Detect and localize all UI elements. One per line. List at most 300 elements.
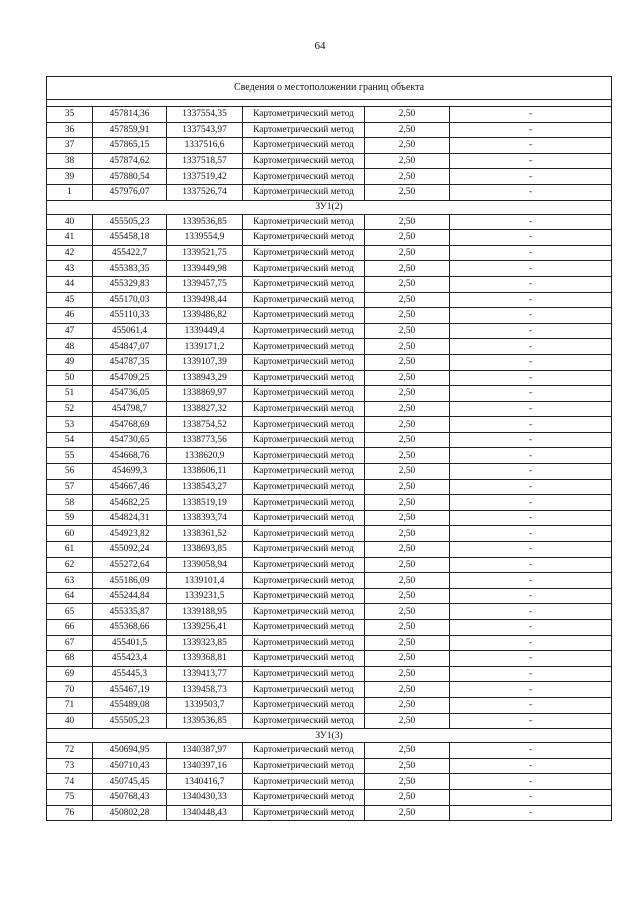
method-cell: Картометрический метод (243, 308, 365, 324)
coord-x-cell: 454847,07 (93, 339, 167, 355)
description-cell: - (450, 339, 612, 355)
point-number-cell: 58 (47, 495, 93, 511)
accuracy-cell: 2,50 (365, 276, 450, 292)
coord-y-cell: 1338361,52 (167, 526, 243, 542)
table-row (47, 495, 612, 511)
method-cell: Картометрический метод (243, 604, 365, 620)
method-cell: Картометрический метод (243, 138, 365, 154)
accuracy-cell: 2,50 (365, 448, 450, 464)
description-cell: - (450, 401, 612, 417)
point-number-cell: 42 (47, 245, 93, 261)
point-number-cell: 65 (47, 604, 93, 620)
accuracy-cell: 2,50 (365, 510, 450, 526)
accuracy-cell: 2,50 (365, 542, 450, 558)
accuracy-cell: 2,50 (365, 495, 450, 511)
table-row (47, 510, 612, 526)
table-row (47, 122, 612, 138)
accuracy-cell: 2,50 (365, 479, 450, 495)
table-row (47, 542, 612, 558)
table-row (47, 805, 612, 821)
description-cell: - (450, 464, 612, 480)
point-number-cell: 73 (47, 758, 93, 774)
coord-x-cell: 450802,28 (93, 805, 167, 821)
table-row (47, 464, 612, 480)
method-cell: Картометрический метод (243, 292, 365, 308)
coord-y-cell: 1340430,33 (167, 789, 243, 805)
accuracy-cell: 2,50 (365, 214, 450, 230)
description-cell: - (450, 697, 612, 713)
coord-y-cell: 1339171,2 (167, 339, 243, 355)
coord-y-cell: 1337519,42 (167, 169, 243, 185)
table-row (47, 432, 612, 448)
table-row (47, 789, 612, 805)
table-row (47, 604, 612, 620)
table-row (47, 651, 612, 667)
table-row (47, 169, 612, 185)
coord-x-cell: 455092,24 (93, 542, 167, 558)
method-cell: Картометрический метод (243, 495, 365, 511)
method-cell: Картометрический метод (243, 697, 365, 713)
point-number-cell: 67 (47, 635, 93, 651)
coord-y-cell: 1339457,75 (167, 276, 243, 292)
accuracy-cell: 2,50 (365, 758, 450, 774)
coord-y-cell: 1339554,9 (167, 230, 243, 246)
method-cell: Картометрический метод (243, 448, 365, 464)
description-cell: - (450, 261, 612, 277)
table-row (47, 138, 612, 154)
description-cell: - (450, 713, 612, 729)
table-row (47, 386, 612, 402)
section-header-row (47, 200, 612, 214)
coord-y-cell: 1339458,73 (167, 682, 243, 698)
method-cell: Картометрический метод (243, 417, 365, 433)
method-cell: Картометрический метод (243, 464, 365, 480)
description-cell: - (450, 774, 612, 790)
coord-y-cell: 1338943,29 (167, 370, 243, 386)
description-cell: - (450, 417, 612, 433)
method-cell: Картометрический метод (243, 401, 365, 417)
coord-x-cell: 455458,18 (93, 230, 167, 246)
accuracy-cell: 2,50 (365, 230, 450, 246)
accuracy-cell: 2,50 (365, 805, 450, 821)
coord-x-cell: 454736,05 (93, 386, 167, 402)
table-title-row (47, 77, 612, 100)
method-cell: Картометрический метод (243, 230, 365, 246)
section-label: ЗУ1(3) (47, 729, 612, 743)
description-cell: - (450, 354, 612, 370)
method-cell: Картометрический метод (243, 276, 365, 292)
description-cell: - (450, 448, 612, 464)
coord-x-cell: 455445,3 (93, 666, 167, 682)
table-title: Сведения о местоположении границ объекта (47, 77, 612, 100)
accuracy-cell: 2,50 (365, 604, 450, 620)
description-cell: - (450, 276, 612, 292)
method-cell: Картометрический метод (243, 620, 365, 636)
coord-y-cell: 1337543,97 (167, 122, 243, 138)
point-number-cell: 64 (47, 588, 93, 604)
description-cell: - (450, 153, 612, 169)
spacer-cell (47, 100, 612, 107)
method-cell: Картометрический метод (243, 214, 365, 230)
boundary-coordinates-table (46, 76, 612, 821)
coord-x-cell: 450694,95 (93, 743, 167, 759)
point-number-cell: 52 (47, 401, 93, 417)
coord-y-cell: 1338543,27 (167, 479, 243, 495)
description-cell: - (450, 510, 612, 526)
method-cell: Картометрический метод (243, 682, 365, 698)
description-cell: - (450, 495, 612, 511)
coord-y-cell: 1339188,95 (167, 604, 243, 620)
method-cell: Картометрический метод (243, 542, 365, 558)
coord-x-cell: 454709,25 (93, 370, 167, 386)
description-cell: - (450, 230, 612, 246)
method-cell: Картометрический метод (243, 666, 365, 682)
method-cell: Картометрический метод (243, 107, 365, 123)
coord-x-cell: 457976,07 (93, 184, 167, 200)
coord-y-cell: 1339503,7 (167, 697, 243, 713)
description-cell: - (450, 432, 612, 448)
point-number-cell: 40 (47, 214, 93, 230)
method-cell: Картометрический метод (243, 122, 365, 138)
table-row (47, 401, 612, 417)
accuracy-cell: 2,50 (365, 261, 450, 277)
coord-y-cell: 1338606,11 (167, 464, 243, 480)
point-number-cell: 62 (47, 557, 93, 573)
coord-x-cell: 455272,64 (93, 557, 167, 573)
accuracy-cell: 2,50 (365, 588, 450, 604)
method-cell: Картометрический метод (243, 386, 365, 402)
table-row (47, 743, 612, 759)
table-row (47, 573, 612, 589)
accuracy-cell: 2,50 (365, 401, 450, 417)
coord-y-cell: 1340387,97 (167, 743, 243, 759)
coord-x-cell: 455186,09 (93, 573, 167, 589)
description-cell: - (450, 620, 612, 636)
table-row (47, 666, 612, 682)
coord-y-cell: 1339107,39 (167, 354, 243, 370)
accuracy-cell: 2,50 (365, 651, 450, 667)
accuracy-cell: 2,50 (365, 354, 450, 370)
description-cell: - (450, 557, 612, 573)
accuracy-cell: 2,50 (365, 323, 450, 339)
method-cell: Картометрический метод (243, 713, 365, 729)
method-cell: Картометрический метод (243, 432, 365, 448)
coord-y-cell: 1339536,85 (167, 713, 243, 729)
coord-y-cell: 1339231,5 (167, 588, 243, 604)
table-row (47, 153, 612, 169)
method-cell: Картометрический метод (243, 354, 365, 370)
coord-x-cell: 455335,87 (93, 604, 167, 620)
coord-x-cell: 454730,65 (93, 432, 167, 448)
accuracy-cell: 2,50 (365, 386, 450, 402)
point-number-cell: 38 (47, 153, 93, 169)
description-cell: - (450, 588, 612, 604)
point-number-cell: 76 (47, 805, 93, 821)
description-cell: - (450, 758, 612, 774)
accuracy-cell: 2,50 (365, 682, 450, 698)
coord-x-cell: 450768,43 (93, 789, 167, 805)
point-number-cell: 54 (47, 432, 93, 448)
coord-y-cell: 1339521,75 (167, 245, 243, 261)
description-cell: - (450, 682, 612, 698)
description-cell: - (450, 184, 612, 200)
accuracy-cell: 2,50 (365, 292, 450, 308)
accuracy-cell: 2,50 (365, 432, 450, 448)
accuracy-cell: 2,50 (365, 184, 450, 200)
coord-x-cell: 455401,5 (93, 635, 167, 651)
coord-y-cell: 1339498,44 (167, 292, 243, 308)
method-cell: Картометрический метод (243, 323, 365, 339)
method-cell: Картометрический метод (243, 169, 365, 185)
description-cell: - (450, 323, 612, 339)
point-number-cell: 70 (47, 682, 93, 698)
method-cell: Картометрический метод (243, 789, 365, 805)
coord-y-cell: 1338869,97 (167, 386, 243, 402)
accuracy-cell: 2,50 (365, 138, 450, 154)
coord-x-cell: 454923,82 (93, 526, 167, 542)
description-cell: - (450, 573, 612, 589)
description-cell: - (450, 666, 612, 682)
description-cell: - (450, 805, 612, 821)
section-header-row (47, 729, 612, 743)
point-number-cell: 68 (47, 651, 93, 667)
description-cell: - (450, 122, 612, 138)
coord-x-cell: 455061,4 (93, 323, 167, 339)
method-cell: Картометрический метод (243, 651, 365, 667)
accuracy-cell: 2,50 (365, 245, 450, 261)
method-cell: Картометрический метод (243, 184, 365, 200)
coord-y-cell: 1339058,94 (167, 557, 243, 573)
accuracy-cell: 2,50 (365, 308, 450, 324)
coord-y-cell: 1339256,41 (167, 620, 243, 636)
accuracy-cell: 2,50 (365, 697, 450, 713)
method-cell: Картометрический метод (243, 510, 365, 526)
coord-x-cell: 454824,31 (93, 510, 167, 526)
point-number-cell: 59 (47, 510, 93, 526)
method-cell: Картометрический метод (243, 153, 365, 169)
point-number-cell: 57 (47, 479, 93, 495)
point-number-cell: 41 (47, 230, 93, 246)
method-cell: Картометрический метод (243, 370, 365, 386)
accuracy-cell: 2,50 (365, 417, 450, 433)
table-row (47, 620, 612, 636)
description-cell: - (450, 789, 612, 805)
accuracy-cell: 2,50 (365, 743, 450, 759)
coord-x-cell: 455170,03 (93, 292, 167, 308)
method-cell: Картометрический метод (243, 588, 365, 604)
table-row (47, 758, 612, 774)
method-cell: Картометрический метод (243, 245, 365, 261)
page-number: 64 (314, 40, 326, 52)
table-row (47, 635, 612, 651)
coord-x-cell: 455422,7 (93, 245, 167, 261)
coord-x-cell: 455505,23 (93, 713, 167, 729)
table-row (47, 184, 612, 200)
description-cell: - (450, 245, 612, 261)
method-cell: Картометрический метод (243, 774, 365, 790)
coord-y-cell: 1338519,19 (167, 495, 243, 511)
coord-x-cell: 450710,43 (93, 758, 167, 774)
coord-y-cell: 1340397,16 (167, 758, 243, 774)
accuracy-cell: 2,50 (365, 122, 450, 138)
coord-x-cell: 455423,4 (93, 651, 167, 667)
method-cell: Картометрический метод (243, 805, 365, 821)
coord-y-cell: 1337518,57 (167, 153, 243, 169)
coord-y-cell: 1337516,6 (167, 138, 243, 154)
description-cell: - (450, 743, 612, 759)
method-cell: Картометрический метод (243, 743, 365, 759)
coord-x-cell: 450745,45 (93, 774, 167, 790)
table-row (47, 308, 612, 324)
coord-x-cell: 455244,84 (93, 588, 167, 604)
coord-y-cell: 1338693,85 (167, 542, 243, 558)
coord-x-cell: 455467,19 (93, 682, 167, 698)
table-row (47, 682, 612, 698)
description-cell: - (450, 542, 612, 558)
accuracy-cell: 2,50 (365, 153, 450, 169)
description-cell: - (450, 214, 612, 230)
point-number-cell: 51 (47, 386, 93, 402)
coord-x-cell: 455505,23 (93, 214, 167, 230)
table-row (47, 448, 612, 464)
coord-y-cell: 1339413,77 (167, 666, 243, 682)
table-row (47, 479, 612, 495)
point-number-cell: 61 (47, 542, 93, 558)
accuracy-cell: 2,50 (365, 713, 450, 729)
coord-x-cell: 454699,3 (93, 464, 167, 480)
accuracy-cell: 2,50 (365, 573, 450, 589)
table-row (47, 526, 612, 542)
coord-x-cell: 454768,69 (93, 417, 167, 433)
coord-y-cell: 1339368,81 (167, 651, 243, 667)
point-number-cell: 35 (47, 107, 93, 123)
method-cell: Картометрический метод (243, 339, 365, 355)
coord-x-cell: 454798,7 (93, 401, 167, 417)
description-cell: - (450, 479, 612, 495)
table-row (47, 214, 612, 230)
table-spacer-row (47, 100, 612, 107)
point-number-cell: 56 (47, 464, 93, 480)
coord-y-cell: 1338827,32 (167, 401, 243, 417)
description-cell: - (450, 651, 612, 667)
table-row (47, 417, 612, 433)
coord-x-cell: 454682,25 (93, 495, 167, 511)
point-number-cell: 69 (47, 666, 93, 682)
coord-x-cell: 455329,83 (93, 276, 167, 292)
accuracy-cell: 2,50 (365, 635, 450, 651)
table-row (47, 276, 612, 292)
coord-y-cell: 1339323,85 (167, 635, 243, 651)
table-row (47, 588, 612, 604)
description-cell: - (450, 526, 612, 542)
method-cell: Картометрический метод (243, 261, 365, 277)
description-cell: - (450, 292, 612, 308)
table-row (47, 697, 612, 713)
coord-y-cell: 1337526,74 (167, 184, 243, 200)
coord-x-cell: 454787,35 (93, 354, 167, 370)
point-number-cell: 45 (47, 292, 93, 308)
point-number-cell: 75 (47, 789, 93, 805)
table-row (47, 354, 612, 370)
method-cell: Картометрический метод (243, 479, 365, 495)
table-row (47, 230, 612, 246)
description-cell: - (450, 107, 612, 123)
point-number-cell: 63 (47, 573, 93, 589)
point-number-cell: 49 (47, 354, 93, 370)
accuracy-cell: 2,50 (365, 789, 450, 805)
coord-x-cell: 457874,62 (93, 153, 167, 169)
table-row (47, 261, 612, 277)
method-cell: Картометрический метод (243, 635, 365, 651)
point-number-cell: 48 (47, 339, 93, 355)
coord-y-cell: 1338773,56 (167, 432, 243, 448)
coord-y-cell: 1339536,85 (167, 214, 243, 230)
accuracy-cell: 2,50 (365, 339, 450, 355)
point-number-cell: 1 (47, 184, 93, 200)
point-number-cell: 47 (47, 323, 93, 339)
point-number-cell: 43 (47, 261, 93, 277)
description-cell: - (450, 604, 612, 620)
point-number-cell: 55 (47, 448, 93, 464)
coord-x-cell: 457814,36 (93, 107, 167, 123)
coord-y-cell: 1339101,4 (167, 573, 243, 589)
coord-y-cell: 1339486,82 (167, 308, 243, 324)
coord-x-cell: 455489,08 (93, 697, 167, 713)
point-number-cell: 44 (47, 276, 93, 292)
table-row (47, 107, 612, 123)
coord-x-cell: 454667,46 (93, 479, 167, 495)
coord-y-cell: 1337554,35 (167, 107, 243, 123)
method-cell: Картометрический метод (243, 557, 365, 573)
point-number-cell: 74 (47, 774, 93, 790)
method-cell: Картометрический метод (243, 573, 365, 589)
point-number-cell: 40 (47, 713, 93, 729)
accuracy-cell: 2,50 (365, 774, 450, 790)
accuracy-cell: 2,50 (365, 169, 450, 185)
coord-x-cell: 454668,76 (93, 448, 167, 464)
description-cell: - (450, 370, 612, 386)
coord-y-cell: 1340416,7 (167, 774, 243, 790)
description-cell: - (450, 138, 612, 154)
point-number-cell: 36 (47, 122, 93, 138)
coord-y-cell: 1340448,43 (167, 805, 243, 821)
coord-y-cell: 1339449,98 (167, 261, 243, 277)
description-cell: - (450, 169, 612, 185)
point-number-cell: 46 (47, 308, 93, 324)
point-number-cell: 53 (47, 417, 93, 433)
table-row (47, 323, 612, 339)
coord-y-cell: 1338620,9 (167, 448, 243, 464)
point-number-cell: 39 (47, 169, 93, 185)
section-label: ЗУ1(2) (47, 200, 612, 214)
table-body (47, 77, 612, 821)
coord-x-cell: 455368,66 (93, 620, 167, 636)
method-cell: Картометрический метод (243, 758, 365, 774)
table-row (47, 370, 612, 386)
method-cell: Картометрический метод (243, 526, 365, 542)
description-cell: - (450, 386, 612, 402)
accuracy-cell: 2,50 (365, 107, 450, 123)
accuracy-cell: 2,50 (365, 557, 450, 573)
point-number-cell: 72 (47, 743, 93, 759)
accuracy-cell: 2,50 (365, 370, 450, 386)
accuracy-cell: 2,50 (365, 620, 450, 636)
table-row (47, 245, 612, 261)
coord-y-cell: 1338393,74 (167, 510, 243, 526)
point-number-cell: 60 (47, 526, 93, 542)
table-row (47, 292, 612, 308)
point-number-cell: 37 (47, 138, 93, 154)
